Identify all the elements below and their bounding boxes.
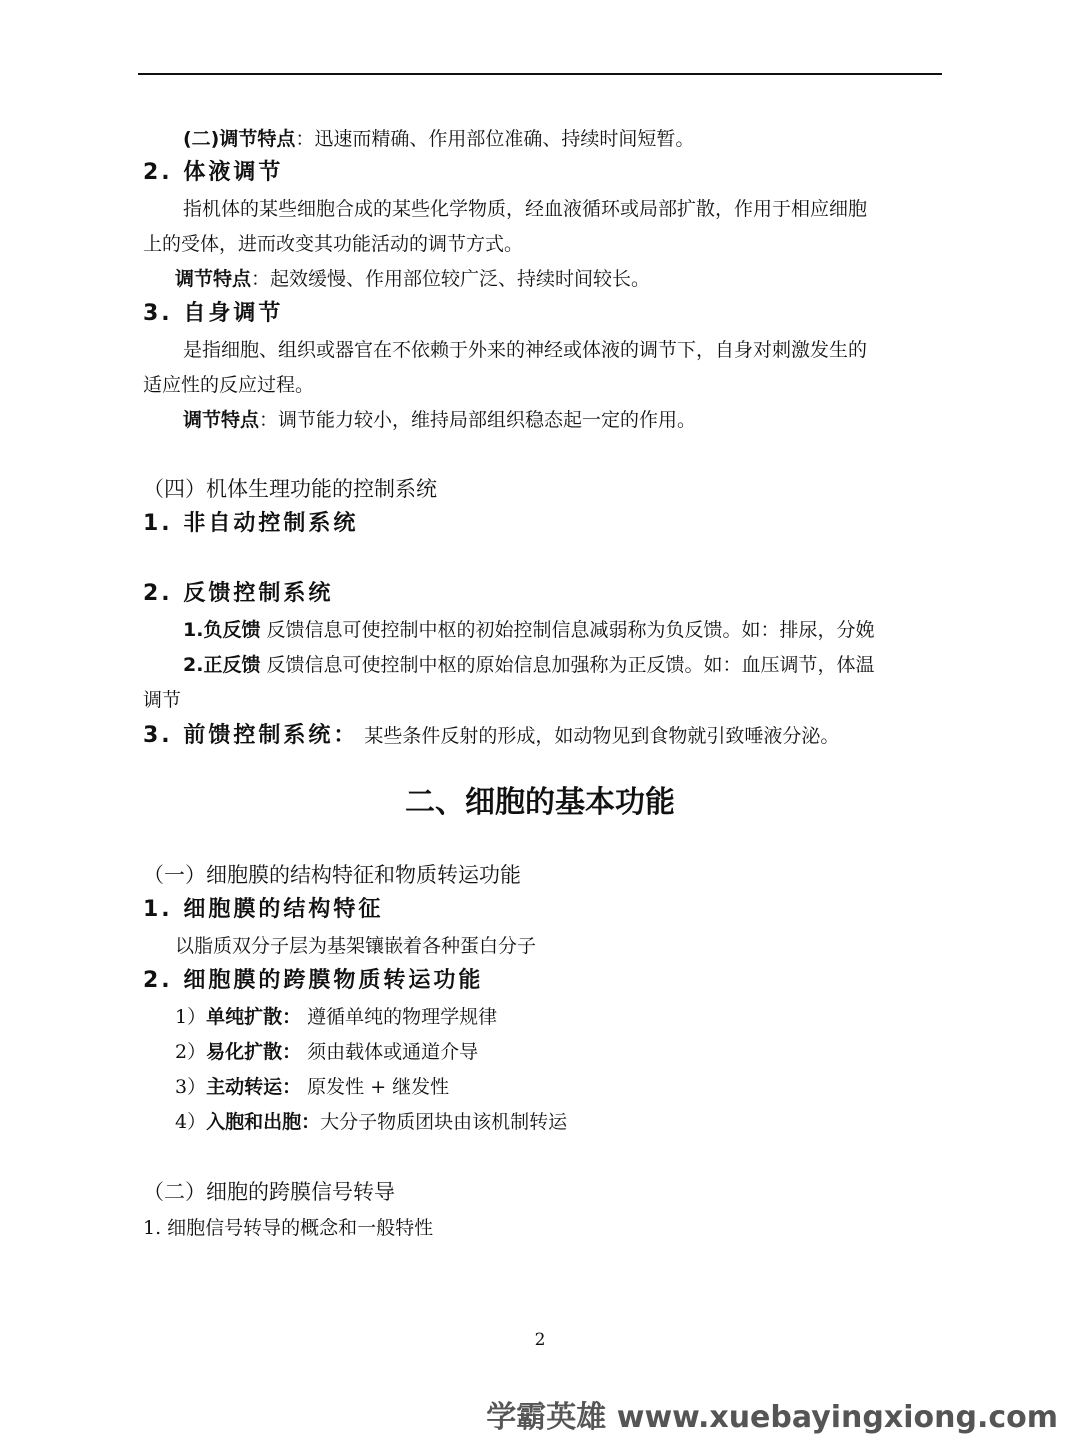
paragraph: 1. 细胞信号转导的概念和一般特性	[143, 1217, 434, 1239]
heading-feedback-control: 2. 反馈控制系统	[143, 581, 334, 606]
paragraph: 以脂质双分子层为基架镶嵌着各种蛋白分子	[175, 935, 537, 957]
autoregulation-features: 调节特点：调节能力较小，维持局部组织稳态起一定的作用。	[183, 409, 697, 431]
paragraph: 调节	[143, 689, 182, 711]
heading-signal-transduction: （二）细胞的跨膜信号转导	[143, 1180, 395, 1204]
heading-autoregulation: 3. 自身调节	[143, 301, 284, 326]
feedforward-control: 3. 前馈控制系统： 某些条件反射的形成，如动物见到食物就引致唾液分泌。	[143, 723, 840, 748]
page-number: 2	[534, 1330, 546, 1350]
list-item: 4）入胞和出胞：大分子物质团块由该机制转运	[175, 1111, 568, 1133]
heading-non-automatic-control: 1. 非自动控制系统	[143, 511, 359, 536]
header-rule	[138, 73, 942, 75]
watermark: 学霸英雄 www.xuebayingxiong.com	[486, 1400, 1058, 1435]
list-item: 2）易化扩散： 须由载体或通道介导	[175, 1041, 479, 1063]
chapter-title: 二、细胞的基本功能	[405, 785, 675, 820]
heading-control-system: （四）机体生理功能的控制系统	[143, 477, 437, 501]
list-item: 1）单纯扩散： 遵循单纯的物理学规律	[175, 1006, 498, 1028]
paragraph: 适应性的反应过程。	[143, 374, 315, 396]
list-item: 3）主动转运： 原发性 + 继发性	[175, 1076, 450, 1098]
heading-membrane-structure: （一）细胞膜的结构特征和物质转运功能	[143, 863, 521, 887]
paragraph: 是指细胞、组织或器官在不依赖于外来的神经或体液的调节下，自身对刺激发生的	[183, 339, 868, 361]
neural-regulation-features: (二)调节特点：迅速而精确、作用部位准确、持续时间短暂。	[183, 128, 695, 150]
heading-transport-function: 2. 细胞膜的跨膜物质转运功能	[143, 968, 484, 993]
paragraph: 指机体的某些细胞合成的某些化学物质，经血液循环或局部扩散，作用于相应细胞	[183, 198, 868, 220]
positive-feedback: 2.正反馈 反馈信息可使控制中枢的原始信息加强称为正反馈。如：血压调节，体温	[183, 654, 875, 676]
negative-feedback: 1.负反馈 反馈信息可使控制中枢的初始控制信息减弱称为负反馈。如：排尿，分娩	[183, 619, 875, 641]
paragraph: 上的受体，进而改变其功能活动的调节方式。	[143, 233, 524, 255]
humoral-regulation-features: 调节特点：起效缓慢、作用部位较广泛、持续时间较长。	[175, 268, 651, 290]
heading-humoral-regulation: 2. 体液调节	[143, 160, 284, 185]
heading-membrane-features: 1. 细胞膜的结构特征	[143, 897, 384, 922]
label: (二)调节特点	[183, 128, 296, 150]
